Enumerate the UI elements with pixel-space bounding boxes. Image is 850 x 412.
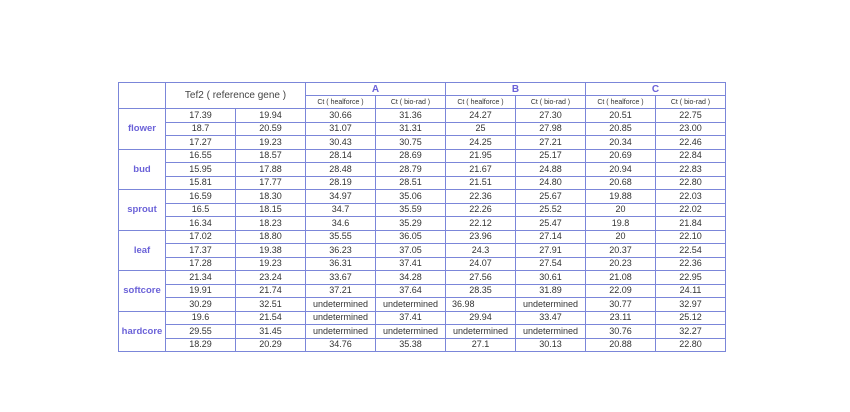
table-row (119, 217, 726, 231)
cell-a-biorad: 37.41 (376, 257, 446, 271)
cell-c-healforce: 21.08 (586, 271, 656, 285)
cell-a-healforce: 28.19 (306, 176, 376, 190)
cell-c-biorad: 22.03 (656, 190, 726, 204)
cell-c-healforce: 20.68 (586, 176, 656, 190)
tissue-label: leaf (119, 230, 166, 271)
cell-c-biorad: 22.46 (656, 136, 726, 150)
table-row (119, 244, 726, 258)
table-row (119, 325, 726, 339)
cell-tef2-rep1: 18.7 (166, 122, 236, 136)
table-row (119, 284, 726, 298)
cell-b-biorad: 24.80 (516, 176, 586, 190)
cell-b-biorad: 25.17 (516, 149, 586, 163)
cell-c-biorad: 32.97 (656, 298, 726, 312)
cell-b-biorad: 30.13 (516, 338, 586, 352)
cell-c-biorad: 22.10 (656, 230, 726, 244)
cell-a-healforce: undetermined (306, 298, 376, 312)
cell-b-biorad: 27.21 (516, 136, 586, 150)
cell-b-healforce: undetermined (446, 325, 516, 339)
cell-a-healforce: 28.48 (306, 163, 376, 177)
cell-tef2-rep2: 18.30 (236, 190, 306, 204)
table-row (119, 149, 726, 163)
cell-a-biorad: 37.64 (376, 284, 446, 298)
cell-tef2-rep2: 17.88 (236, 163, 306, 177)
cell-c-biorad: 22.36 (656, 257, 726, 271)
tissue-label: bud (119, 149, 166, 190)
tissue-label: sprout (119, 190, 166, 231)
ct-table-container (118, 82, 726, 352)
cell-b-healforce: 22.26 (446, 203, 516, 217)
subheader-b-healforce: Ct ( healforce ) (446, 96, 516, 109)
cell-b-biorad: 27.30 (516, 109, 586, 123)
cell-a-biorad: 36.05 (376, 230, 446, 244)
cell-tef2-rep1: 17.39 (166, 109, 236, 123)
cell-tef2-rep2: 21.54 (236, 311, 306, 325)
cell-c-healforce: 30.76 (586, 325, 656, 339)
group-a-header: A (306, 83, 446, 96)
cell-b-biorad: 25.47 (516, 217, 586, 231)
cell-c-biorad: 24.11 (656, 284, 726, 298)
cell-b-biorad: 27.54 (516, 257, 586, 271)
cell-b-healforce: 28.35 (446, 284, 516, 298)
cell-b-biorad: 27.91 (516, 244, 586, 258)
header-row-groups (119, 83, 726, 96)
cell-c-healforce: 23.11 (586, 311, 656, 325)
subheader-c-healforce: Ct ( healforce ) (586, 96, 656, 109)
cell-tef2-rep1: 29.55 (166, 325, 236, 339)
cell-tef2-rep2: 31.45 (236, 325, 306, 339)
cell-tef2-rep1: 16.59 (166, 190, 236, 204)
cell-tef2-rep1: 17.27 (166, 136, 236, 150)
table-row (119, 163, 726, 177)
cell-c-healforce: 22.09 (586, 284, 656, 298)
cell-a-biorad: undetermined (376, 298, 446, 312)
cell-tef2-rep2: 18.57 (236, 149, 306, 163)
cell-c-biorad: 21.84 (656, 217, 726, 231)
cell-c-healforce: 20 (586, 203, 656, 217)
group-c-header: C (586, 83, 726, 96)
cell-a-biorad: 28.69 (376, 149, 446, 163)
cell-c-healforce: 20.37 (586, 244, 656, 258)
cell-b-healforce: 24.07 (446, 257, 516, 271)
cell-a-biorad: 35.06 (376, 190, 446, 204)
cell-b-healforce: 29.94 (446, 311, 516, 325)
cell-tef2-rep2: 18.80 (236, 230, 306, 244)
cell-a-biorad: 35.59 (376, 203, 446, 217)
reference-gene-header: Tef2 ( reference gene ) (166, 83, 306, 109)
table-body (119, 109, 726, 352)
cell-tef2-rep1: 16.55 (166, 149, 236, 163)
cell-a-healforce: 31.07 (306, 122, 376, 136)
cell-a-biorad: 37.41 (376, 311, 446, 325)
table-row (119, 136, 726, 150)
cell-tef2-rep1: 30.29 (166, 298, 236, 312)
subheader-c-biorad: Ct ( bio-rad ) (656, 96, 726, 109)
cell-a-healforce: 34.7 (306, 203, 376, 217)
cell-b-biorad: 30.61 (516, 271, 586, 285)
cell-tef2-rep1: 15.81 (166, 176, 236, 190)
cell-a-healforce: 34.76 (306, 338, 376, 352)
cell-a-healforce: 34.6 (306, 217, 376, 231)
cell-c-healforce: 20.94 (586, 163, 656, 177)
cell-a-biorad: 30.75 (376, 136, 446, 150)
cell-b-healforce: 21.51 (446, 176, 516, 190)
table-row (119, 257, 726, 271)
subheader-a-healforce: Ct ( healforce ) (306, 96, 376, 109)
tissue-label: softcore (119, 271, 166, 312)
cell-b-biorad: undetermined (516, 298, 586, 312)
cell-c-biorad: 22.80 (656, 176, 726, 190)
cell-a-biorad: undetermined (376, 325, 446, 339)
cell-tef2-rep2: 19.94 (236, 109, 306, 123)
cell-c-biorad: 22.02 (656, 203, 726, 217)
cell-c-biorad: 22.75 (656, 109, 726, 123)
table-row (119, 203, 726, 217)
tissue-label: flower (119, 109, 166, 150)
cell-a-biorad: 35.29 (376, 217, 446, 231)
group-b-header: B (446, 83, 586, 96)
cell-c-healforce: 19.8 (586, 217, 656, 231)
cell-b-biorad: 25.67 (516, 190, 586, 204)
cell-tef2-rep2: 21.74 (236, 284, 306, 298)
cell-a-healforce: 30.43 (306, 136, 376, 150)
cell-c-healforce: 20.88 (586, 338, 656, 352)
cell-tef2-rep1: 21.34 (166, 271, 236, 285)
cell-tef2-rep1: 17.02 (166, 230, 236, 244)
cell-a-biorad: 34.28 (376, 271, 446, 285)
cell-a-biorad: 35.38 (376, 338, 446, 352)
ct-values-table (118, 82, 726, 352)
cell-c-biorad: 22.83 (656, 163, 726, 177)
cell-a-healforce: 36.31 (306, 257, 376, 271)
table-row (119, 176, 726, 190)
cell-tef2-rep2: 32.51 (236, 298, 306, 312)
cell-tef2-rep1: 19.91 (166, 284, 236, 298)
cell-c-biorad: 32.27 (656, 325, 726, 339)
subheader-a-biorad: Ct ( bio-rad ) (376, 96, 446, 109)
cell-tef2-rep2: 18.23 (236, 217, 306, 231)
cell-a-biorad: 31.36 (376, 109, 446, 123)
table-row (119, 271, 726, 285)
cell-a-healforce: 37.21 (306, 284, 376, 298)
cell-c-biorad: 22.84 (656, 149, 726, 163)
cell-tef2-rep2: 20.59 (236, 122, 306, 136)
table-row (119, 311, 726, 325)
header-corner-cell (119, 83, 166, 109)
cell-a-healforce: 30.66 (306, 109, 376, 123)
cell-c-biorad: 25.12 (656, 311, 726, 325)
cell-a-biorad: 28.79 (376, 163, 446, 177)
cell-tef2-rep2: 19.23 (236, 257, 306, 271)
table-row (119, 338, 726, 352)
cell-c-biorad: 22.80 (656, 338, 726, 352)
cell-c-healforce: 19.88 (586, 190, 656, 204)
cell-a-healforce: 28.14 (306, 149, 376, 163)
cell-b-biorad: 27.14 (516, 230, 586, 244)
cell-c-healforce: 20.69 (586, 149, 656, 163)
cell-b-healforce: 22.36 (446, 190, 516, 204)
cell-b-biorad: 25.52 (516, 203, 586, 217)
cell-b-biorad: 24.88 (516, 163, 586, 177)
cell-b-healforce: 36.98 (446, 298, 516, 312)
cell-a-healforce: undetermined (306, 311, 376, 325)
cell-c-healforce: 20 (586, 230, 656, 244)
cell-b-healforce: 21.67 (446, 163, 516, 177)
cell-c-healforce: 20.34 (586, 136, 656, 150)
cell-tef2-rep2: 20.29 (236, 338, 306, 352)
cell-c-biorad: 22.95 (656, 271, 726, 285)
cell-a-healforce: 34.97 (306, 190, 376, 204)
table-row (119, 190, 726, 204)
cell-b-biorad: 31.89 (516, 284, 586, 298)
cell-b-healforce: 23.96 (446, 230, 516, 244)
cell-b-healforce: 24.27 (446, 109, 516, 123)
cell-a-healforce: 33.67 (306, 271, 376, 285)
table-row (119, 298, 726, 312)
cell-a-healforce: 35.55 (306, 230, 376, 244)
cell-a-biorad: 37.05 (376, 244, 446, 258)
tissue-label: hardcore (119, 311, 166, 352)
cell-b-biorad: 27.98 (516, 122, 586, 136)
table-row (119, 122, 726, 136)
subheader-b-biorad: Ct ( bio-rad ) (516, 96, 586, 109)
cell-tef2-rep1: 18.29 (166, 338, 236, 352)
cell-b-healforce: 24.3 (446, 244, 516, 258)
cell-tef2-rep1: 15.95 (166, 163, 236, 177)
cell-c-healforce: 30.77 (586, 298, 656, 312)
cell-c-biorad: 23.00 (656, 122, 726, 136)
cell-tef2-rep1: 17.28 (166, 257, 236, 271)
cell-b-healforce: 24.25 (446, 136, 516, 150)
cell-tef2-rep1: 17.37 (166, 244, 236, 258)
cell-b-healforce: 21.95 (446, 149, 516, 163)
cell-a-healforce: 36.23 (306, 244, 376, 258)
cell-c-biorad: 22.54 (656, 244, 726, 258)
cell-b-healforce: 27.1 (446, 338, 516, 352)
cell-c-healforce: 20.23 (586, 257, 656, 271)
cell-tef2-rep2: 17.77 (236, 176, 306, 190)
cell-c-healforce: 20.85 (586, 122, 656, 136)
table-row (119, 109, 726, 123)
cell-tef2-rep1: 16.5 (166, 203, 236, 217)
cell-tef2-rep2: 19.23 (236, 136, 306, 150)
cell-tef2-rep2: 23.24 (236, 271, 306, 285)
cell-b-biorad: 33.47 (516, 311, 586, 325)
cell-tef2-rep2: 18.15 (236, 203, 306, 217)
cell-tef2-rep1: 16.34 (166, 217, 236, 231)
cell-a-biorad: 31.31 (376, 122, 446, 136)
cell-b-healforce: 25 (446, 122, 516, 136)
cell-b-biorad: undetermined (516, 325, 586, 339)
cell-tef2-rep2: 19.38 (236, 244, 306, 258)
cell-c-healforce: 20.51 (586, 109, 656, 123)
cell-b-healforce: 27.56 (446, 271, 516, 285)
cell-tef2-rep1: 19.6 (166, 311, 236, 325)
cell-a-biorad: 28.51 (376, 176, 446, 190)
cell-b-healforce: 22.12 (446, 217, 516, 231)
cell-a-healforce: undetermined (306, 325, 376, 339)
table-row (119, 230, 726, 244)
